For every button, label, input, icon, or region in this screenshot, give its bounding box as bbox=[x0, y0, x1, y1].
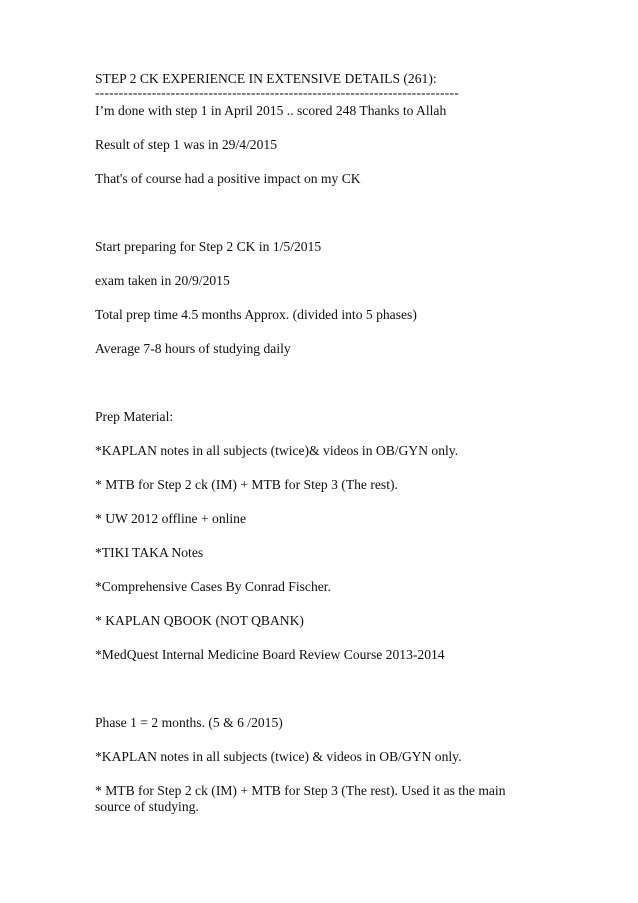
phase-1-heading: Phase 1 = 2 months. (5 & 6 /2015) bbox=[95, 715, 283, 730]
timeline-total-prep: Total prep time 4.5 months Approx. (divided into 5 phases) bbox=[95, 307, 417, 322]
title-divider: ----------------------------------------------------------------------------- bbox=[95, 87, 459, 100]
document-title: STEP 2 CK EXPERIENCE IN EXTENSIVE DETAILS (261): bbox=[95, 71, 437, 86]
prep-item-kaplan-notes: *KAPLAN notes in all subjects (twice)& videos in OB/GYN only. bbox=[95, 443, 459, 458]
timeline-exam-date: exam taken in 20/9/2015 bbox=[95, 273, 230, 288]
prep-item-kaplan-qbook: * KAPLAN QBOOK (NOT QBANK) bbox=[95, 613, 304, 628]
intro-line-1: I’m done with step 1 in April 2015 .. scored 248 Thanks to Allah bbox=[95, 103, 447, 118]
prep-item-comprehensive-cases: *Comprehensive Cases By Conrad Fischer. bbox=[95, 579, 331, 594]
prep-item-medquest: *MedQuest Internal Medicine Board Review Course 2013-2014 bbox=[95, 647, 445, 662]
phase-1-item-kaplan: *KAPLAN notes in all subjects (twice) & videos in OB/GYN only. bbox=[95, 749, 462, 764]
intro-line-2: Result of step 1 was in 29/4/2015 bbox=[95, 137, 277, 152]
document-body bbox=[95, 71, 535, 815]
intro-line-3: That's of course had a positive impact on my CK bbox=[95, 171, 361, 186]
prep-item-mtb: * MTB for Step 2 ck (IM) + MTB for Step 3 (The rest). bbox=[95, 477, 398, 492]
timeline-daily-hours: Average 7-8 hours of studying daily bbox=[95, 341, 291, 356]
phase-1-item-mtb: * MTB for Step 2 ck (IM) + MTB for Step 3 (The rest). Used it as the main source of studying. bbox=[95, 783, 506, 814]
prep-material-heading: Prep Material: bbox=[95, 409, 174, 424]
timeline-start: Start preparing for Step 2 CK in 1/5/2015 bbox=[95, 239, 322, 254]
prep-item-uworld: * UW 2012 offline + online bbox=[95, 511, 247, 526]
prep-item-tiki-taka: *TIKI TAKA Notes bbox=[95, 545, 204, 560]
